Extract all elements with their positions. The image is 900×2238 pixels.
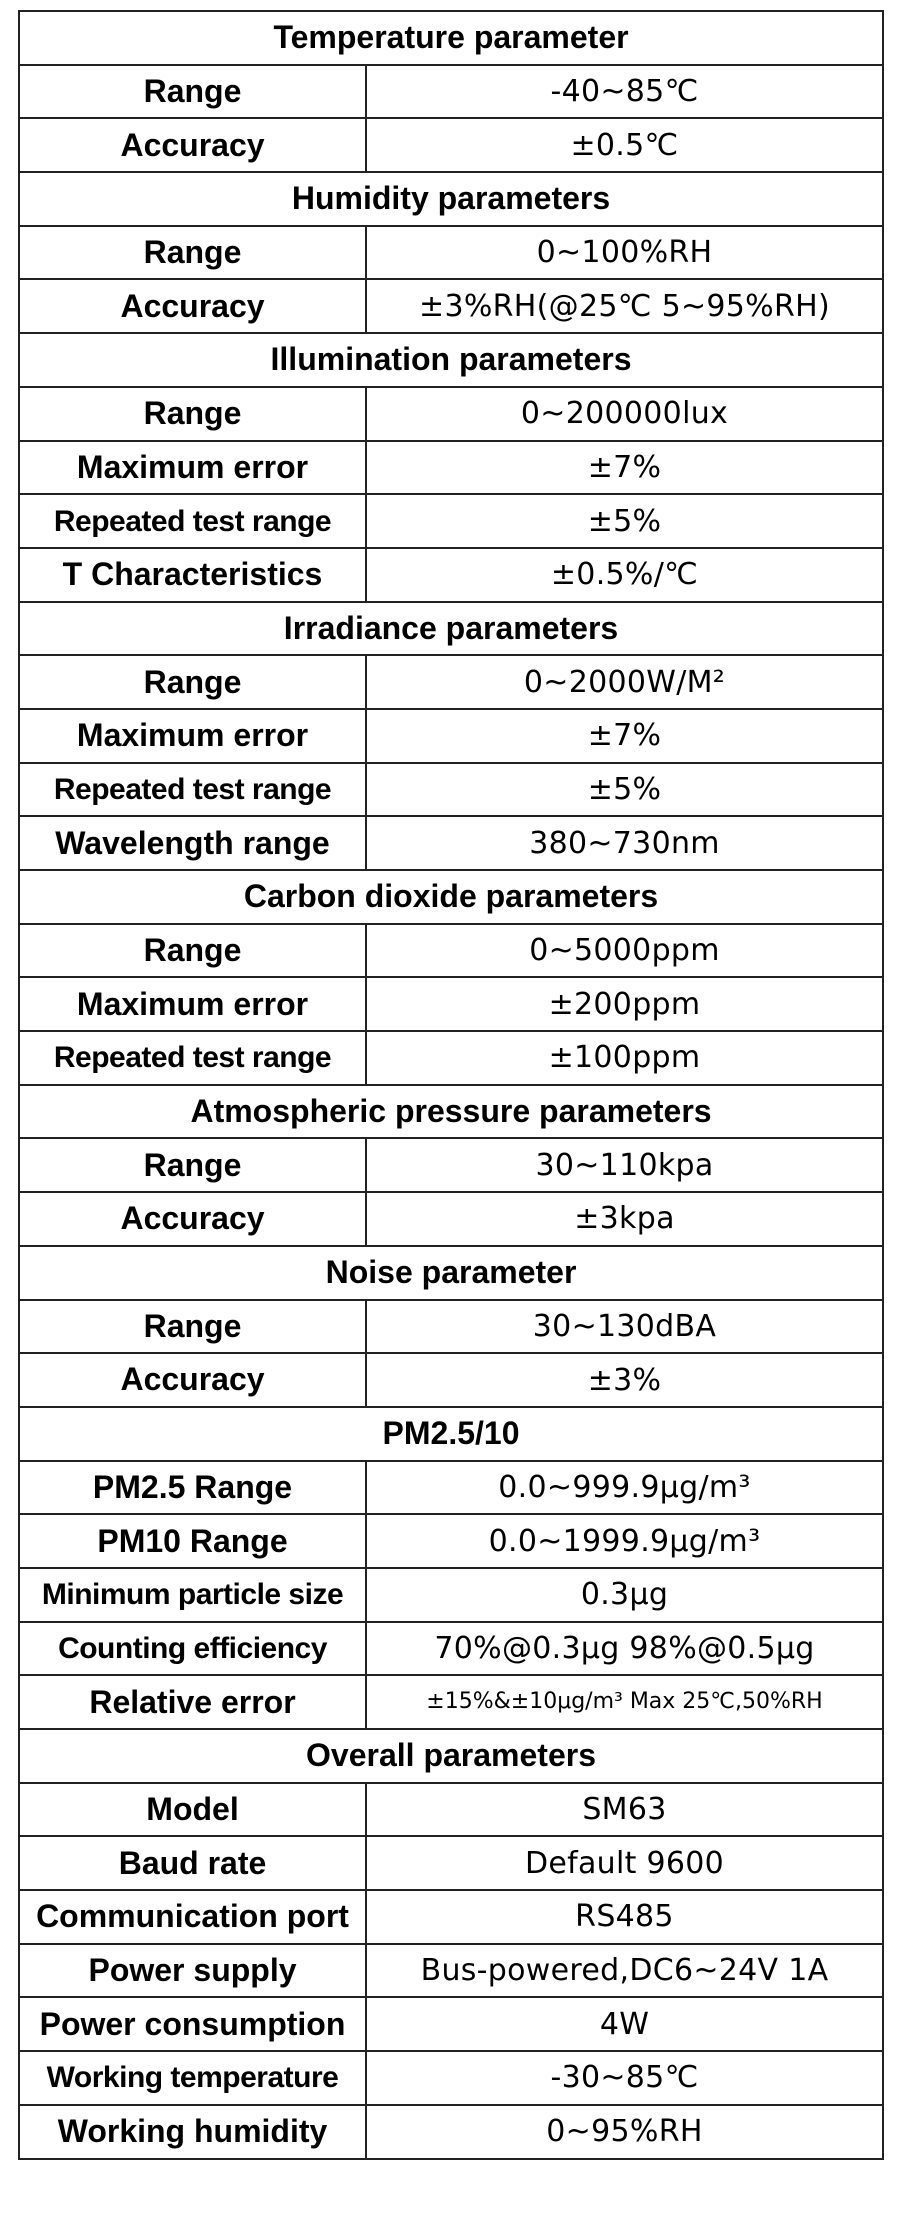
parameter-value: ±3%RH(@25℃ 5~95%RH) <box>366 279 883 333</box>
parameter-value: -40~85℃ <box>366 65 883 119</box>
parameter-row <box>19 2105 883 2159</box>
parameter-label: Baud rate <box>19 1836 366 1890</box>
parameter-label: Accuracy <box>19 118 366 172</box>
section-title-noise-parameter: Noise parameter <box>19 1246 883 1300</box>
parameter-label: Range <box>19 924 366 978</box>
section-header-row <box>19 602 883 656</box>
parameter-row <box>19 1622 883 1676</box>
parameter-value: ±100ppm <box>366 1031 883 1085</box>
parameter-row <box>19 1890 883 1944</box>
parameter-row <box>19 548 883 602</box>
parameter-label: T Characteristics <box>19 548 366 602</box>
parameter-value: ±3% <box>366 1353 883 1407</box>
parameter-label: Maximum error <box>19 977 366 1031</box>
parameter-label: Accuracy <box>19 1192 366 1246</box>
parameter-label: Repeated test range <box>19 763 366 817</box>
parameter-value: Bus-powered,DC6~24V 1A <box>366 1944 883 1998</box>
parameter-value: ±5% <box>366 494 883 548</box>
section-header-row <box>19 333 883 387</box>
parameter-row <box>19 1514 883 1568</box>
parameter-row <box>19 494 883 548</box>
parameter-row <box>19 1461 883 1515</box>
parameter-value: ±200ppm <box>366 977 883 1031</box>
section-title-atmospheric-pressure-parameters: Atmospheric pressure parameters <box>19 1085 883 1139</box>
section-header-row <box>19 1407 883 1461</box>
parameter-value: 30~130dBA <box>366 1300 883 1354</box>
parameter-row <box>19 1675 883 1729</box>
parameter-row <box>19 279 883 333</box>
section-title-irradiance-parameters: Irradiance parameters <box>19 602 883 656</box>
section-title-illumination-parameters: Illumination parameters <box>19 333 883 387</box>
section-title-pm2-5-10: PM2.5/10 <box>19 1407 883 1461</box>
parameter-row <box>19 2051 883 2105</box>
section-header-row <box>19 870 883 924</box>
parameter-value: 30~110kpa <box>366 1138 883 1192</box>
section-title-temperature-parameter: Temperature parameter <box>19 11 883 65</box>
parameter-label: Repeated test range <box>19 1031 366 1085</box>
parameter-label: Power consumption <box>19 1997 366 2051</box>
parameter-value: 380~730nm <box>366 816 883 870</box>
parameter-value: 0~95%RH <box>366 2105 883 2159</box>
parameter-label: Accuracy <box>19 279 366 333</box>
section-title-humidity-parameters: Humidity parameters <box>19 172 883 226</box>
parameter-row <box>19 1138 883 1192</box>
parameter-label: Range <box>19 655 366 709</box>
parameter-label: Range <box>19 226 366 280</box>
parameter-label: Range <box>19 65 366 119</box>
parameter-label: Counting efficiency <box>19 1622 366 1676</box>
spec-table-body <box>19 11 883 2159</box>
parameter-value: 0.0~999.9μg/m³ <box>366 1461 883 1515</box>
parameter-value: ±3kpa <box>366 1192 883 1246</box>
parameter-row <box>19 118 883 172</box>
parameter-value: ±0.5℃ <box>366 118 883 172</box>
parameter-label: Accuracy <box>19 1353 366 1407</box>
parameter-row <box>19 1192 883 1246</box>
parameter-label: Power supply <box>19 1944 366 1998</box>
section-title-carbon-dioxide-parameters: Carbon dioxide parameters <box>19 870 883 924</box>
parameter-row <box>19 65 883 119</box>
section-header-row <box>19 11 883 65</box>
parameter-label: Range <box>19 1138 366 1192</box>
parameter-label: Working humidity <box>19 2105 366 2159</box>
parameter-value: 0~5000ppm <box>366 924 883 978</box>
parameter-value: 0~100%RH <box>366 226 883 280</box>
spec-table <box>18 10 884 2160</box>
parameter-row <box>19 226 883 280</box>
section-header-row <box>19 172 883 226</box>
parameter-row <box>19 1353 883 1407</box>
parameter-row <box>19 1944 883 1998</box>
section-header-row <box>19 1246 883 1300</box>
parameter-value: 70%@0.3μg 98%@0.5μg <box>366 1622 883 1676</box>
parameter-value: 0.0~1999.9μg/m³ <box>366 1514 883 1568</box>
section-title-overall-parameters: Overall parameters <box>19 1729 883 1783</box>
parameter-row <box>19 709 883 763</box>
section-header-row <box>19 1729 883 1783</box>
parameter-row <box>19 1836 883 1890</box>
parameter-row <box>19 387 883 441</box>
parameter-label: Communication port <box>19 1890 366 1944</box>
parameter-value: 0.3μg <box>366 1568 883 1622</box>
parameter-label: Model <box>19 1783 366 1837</box>
parameter-label: PM2.5 Range <box>19 1461 366 1515</box>
parameter-label: Working temperature <box>19 2051 366 2105</box>
parameter-row <box>19 1300 883 1354</box>
parameter-row <box>19 816 883 870</box>
parameter-value: -30~85℃ <box>366 2051 883 2105</box>
parameter-value: 4W <box>366 1997 883 2051</box>
parameter-value: 0~200000lux <box>366 387 883 441</box>
parameter-row <box>19 441 883 495</box>
parameter-row <box>19 763 883 817</box>
parameter-label: Maximum error <box>19 709 366 763</box>
parameter-label: Maximum error <box>19 441 366 495</box>
parameter-row <box>19 655 883 709</box>
parameter-row <box>19 924 883 978</box>
parameter-value: RS485 <box>366 1890 883 1944</box>
parameter-row <box>19 977 883 1031</box>
parameter-row <box>19 1997 883 2051</box>
parameter-label: PM10 Range <box>19 1514 366 1568</box>
section-header-row <box>19 1085 883 1139</box>
parameter-label: Minimum particle size <box>19 1568 366 1622</box>
parameter-value: 0~2000W/M² <box>366 655 883 709</box>
parameter-value: SM63 <box>366 1783 883 1837</box>
parameter-label: Range <box>19 1300 366 1354</box>
parameter-row <box>19 1031 883 1085</box>
parameter-label: Wavelength range <box>19 816 366 870</box>
parameter-value: ±5% <box>366 763 883 817</box>
parameter-value: ±0.5%/℃ <box>366 548 883 602</box>
parameter-value: Default 9600 <box>366 1836 883 1890</box>
parameter-label: Repeated test range <box>19 494 366 548</box>
parameter-value: ±15%&±10μg/m³ Max 25℃,50%RH <box>366 1675 883 1729</box>
parameter-label: Relative error <box>19 1675 366 1729</box>
parameter-row <box>19 1783 883 1837</box>
parameter-label: Range <box>19 387 366 441</box>
parameter-value: ±7% <box>366 441 883 495</box>
parameter-value: ±7% <box>366 709 883 763</box>
parameter-row <box>19 1568 883 1622</box>
